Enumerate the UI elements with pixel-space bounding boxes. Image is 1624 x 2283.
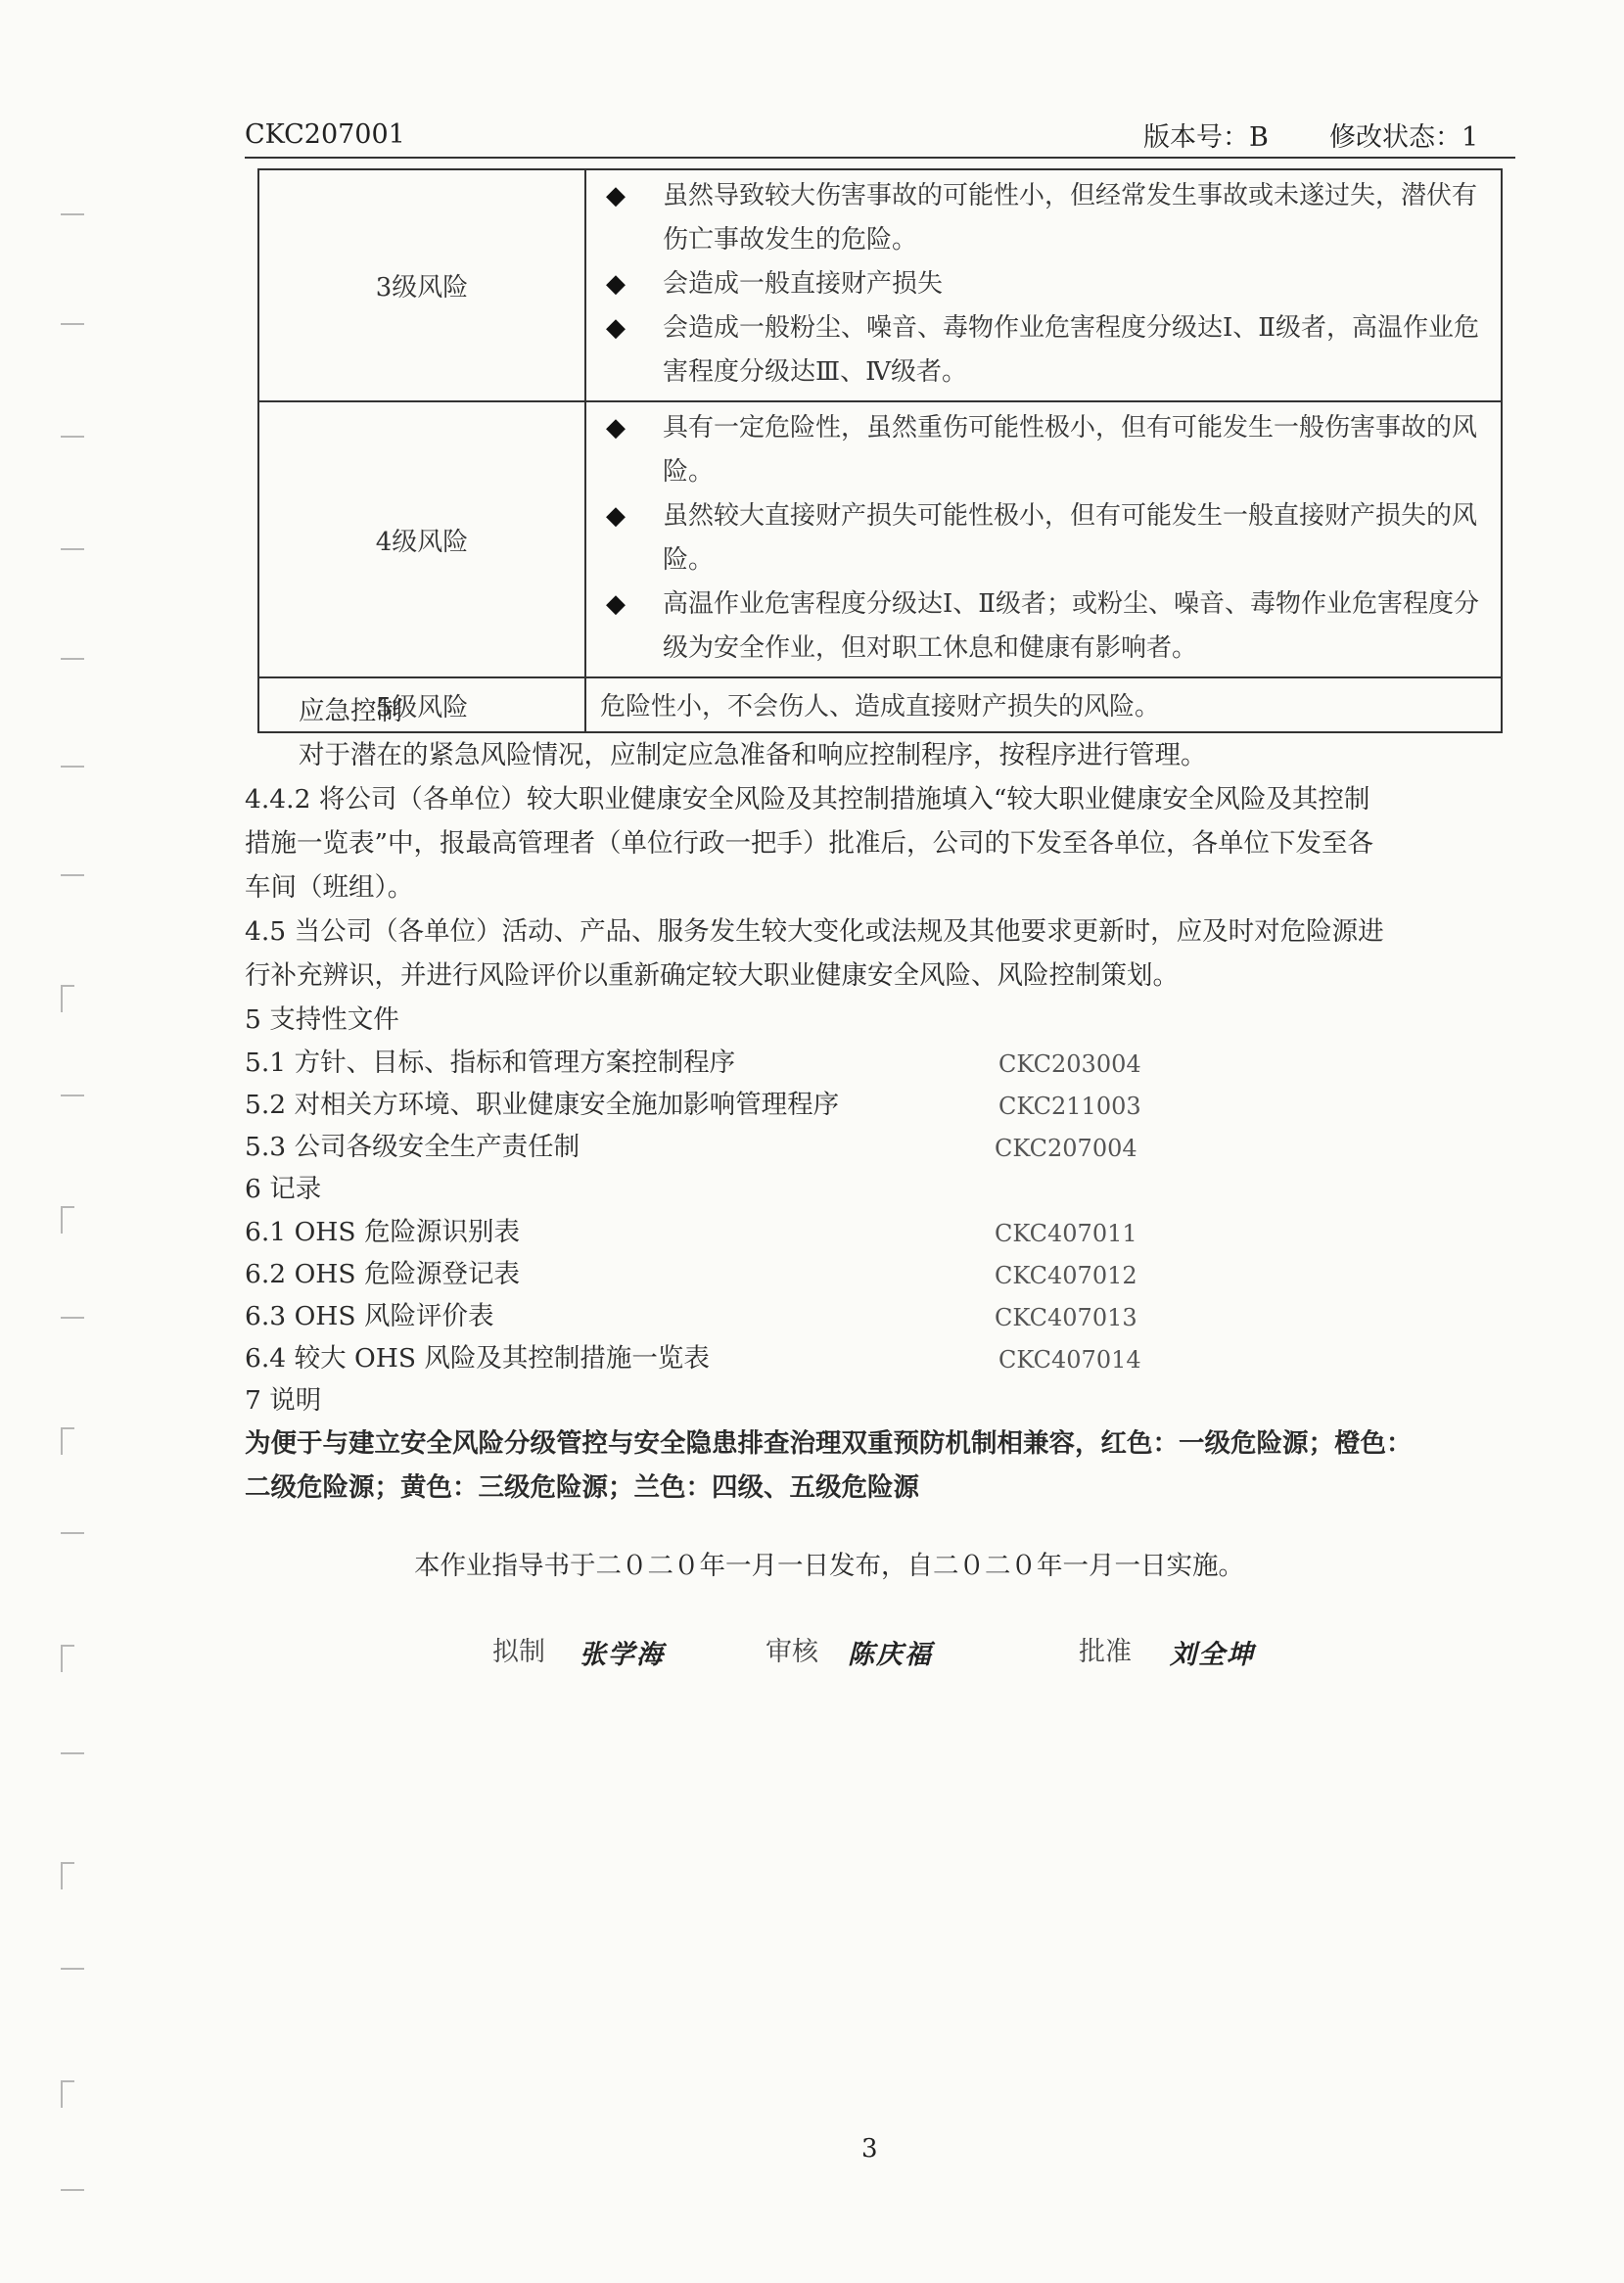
scan-mark <box>61 2189 84 2191</box>
table-row <box>258 169 1502 401</box>
revision-status: 修改状态：1 <box>1329 122 1479 153</box>
paragraph-4-5-line: 4.5 当公司（各单位）活动、产品、服务发生较大变化或法规及其他要求更新时，应及时对危险源进 <box>245 916 1384 947</box>
scan-mark <box>61 1862 74 1889</box>
list-item: 5.2 对相关方环境、职业健康安全施加影响管理程序 <box>245 1090 840 1120</box>
section-7-title: 7 说明 <box>245 1385 322 1416</box>
list-item: 5.3 公司各级安全生产责任制 <box>245 1132 580 1162</box>
draft-label: 拟制 <box>492 1637 545 1667</box>
page-number: 3 <box>861 2134 878 2164</box>
review-label: 审核 <box>766 1637 818 1667</box>
list-item: 6.3 OHS 风险评价表 <box>245 1301 494 1331</box>
scan-mark <box>61 1095 84 1096</box>
doc-code: CKC207001 <box>245 119 405 150</box>
scan-mark <box>61 1752 84 1754</box>
list-item: 6.1 OHS 危险源识别表 <box>245 1217 520 1247</box>
doc-reference-code: CKC407011 <box>995 1220 1137 1247</box>
scan-mark <box>61 548 84 550</box>
scan-mark <box>61 436 84 438</box>
bullet-item: ◆ 虽然导致较大伤害事故的可能性小，但经常发生事故或未遂过失，潜伏有伤亡事故发生的危险。 <box>600 174 1487 262</box>
scan-mark <box>61 213 84 215</box>
section-6-title: 6 记录 <box>245 1174 322 1204</box>
list-item: 6.4 较大 OHS 风险及其控制措施一览表 <box>245 1343 710 1374</box>
scan-mark <box>61 1645 74 1672</box>
emergency-title: 应急控制 <box>299 696 402 726</box>
paragraph-4-4-2-line: 4.4.2 将公司（各单位）较大职业健康安全风险及其控制措施填入“较大职业健康安全风险及其控制 <box>245 784 1370 815</box>
page-header <box>245 116 1515 159</box>
doc-reference-code: CKC407012 <box>995 1262 1137 1289</box>
risk-level-cell: 4级风险 <box>258 401 585 677</box>
scan-mark <box>61 2080 74 2108</box>
doc-reference-code: CKC207004 <box>995 1135 1137 1162</box>
bullet-item: ◆ 虽然较大直接财产损失可能性极小，但有可能发生一般直接财产损失的风险。 <box>600 494 1487 582</box>
scan-mark <box>61 1206 74 1234</box>
scan-mark <box>61 1427 74 1455</box>
scan-mark <box>61 766 84 768</box>
bullet-item: ◆ 会造成一般直接财产损失 <box>600 262 1487 306</box>
scan-mark <box>61 658 84 660</box>
scan-mark <box>61 874 84 876</box>
paragraph-4-5-line: 行补充辨识，并进行风险评价以重新确定较大职业健康安全风险、风险控制策划。 <box>245 960 1179 991</box>
doc-reference-code: CKC211003 <box>998 1093 1141 1120</box>
bullet-item: ◆ 具有一定危险性，虽然重伤可能性极小，但有可能发生一般伤害事故的风险。 <box>600 406 1487 494</box>
risk-level-cell: 3级风险 <box>258 169 585 401</box>
section-7-text-line: 为便于与建立安全风险分级管控与安全隐患排查治理双重预防机制相兼容，红色：一级危险源；橙色： <box>245 1428 1413 1459</box>
doc-reference-code: CKC203004 <box>998 1050 1141 1078</box>
risk-description-cell <box>585 169 1502 401</box>
bullet-item: ◆ 高温作业危害程度分级达Ⅰ、Ⅱ级者；或粉尘、噪音、毒物作业危害程度分级为安全作业，但对职工休息和健康有影响者。 <box>600 582 1487 671</box>
risk-description-cell <box>585 401 1502 677</box>
list-item: 6.2 OHS 危险源登记表 <box>245 1259 520 1289</box>
table-row <box>258 401 1502 677</box>
scan-mark <box>61 1532 84 1534</box>
bullet-item: ◆ 会造成一般粉尘、噪音、毒物作业危害程度分级达Ⅰ、Ⅱ级者，高温作业危害程度分级达Ⅲ、Ⅳ级者。 <box>600 306 1487 395</box>
risk-level-table <box>257 168 1503 733</box>
draft-signature: 张学海 <box>580 1640 665 1670</box>
paragraph-4-4-2-line: 车间（班组）。 <box>245 872 414 903</box>
emergency-text: 对于潜在的紧急风险情况，应制定应急准备和响应控制程序，按程序进行管理。 <box>299 740 1207 770</box>
risk-level-cell: 5级风险 <box>258 677 585 732</box>
scan-mark <box>61 1317 84 1319</box>
release-statement: 本作业指导书于二０二０年一月一日发布，自二０二０年一月一日实施。 <box>414 1551 1244 1581</box>
approve-label: 批准 <box>1079 1637 1132 1667</box>
doc-reference-code: CKC407014 <box>998 1346 1141 1374</box>
section-7-text-line: 二级危险源；黄色：三级危险源；兰色：四级、五级危险源 <box>245 1472 919 1503</box>
scan-mark <box>61 323 84 325</box>
risk-description-cell: 危险性小，不会伤人、造成直接财产损失的风险。 <box>585 677 1502 732</box>
approve-signature: 刘全坤 <box>1170 1640 1255 1670</box>
review-signature: 陈庆福 <box>848 1640 933 1670</box>
version-number: 版本号：B <box>1143 122 1269 153</box>
doc-reference-code: CKC407013 <box>995 1304 1137 1331</box>
section-5-title: 5 支持性文件 <box>245 1004 399 1035</box>
paragraph-4-4-2-line: 措施一览表”中，报最高管理者（单位行政一把手）批准后，公司的下发至各单位，各单位下发至各 <box>245 828 1374 859</box>
scan-mark <box>61 1968 84 1970</box>
scan-mark <box>61 985 74 1012</box>
list-item: 5.1 方针、目标、指标和管理方案控制程序 <box>245 1048 736 1078</box>
table-row <box>258 677 1502 732</box>
